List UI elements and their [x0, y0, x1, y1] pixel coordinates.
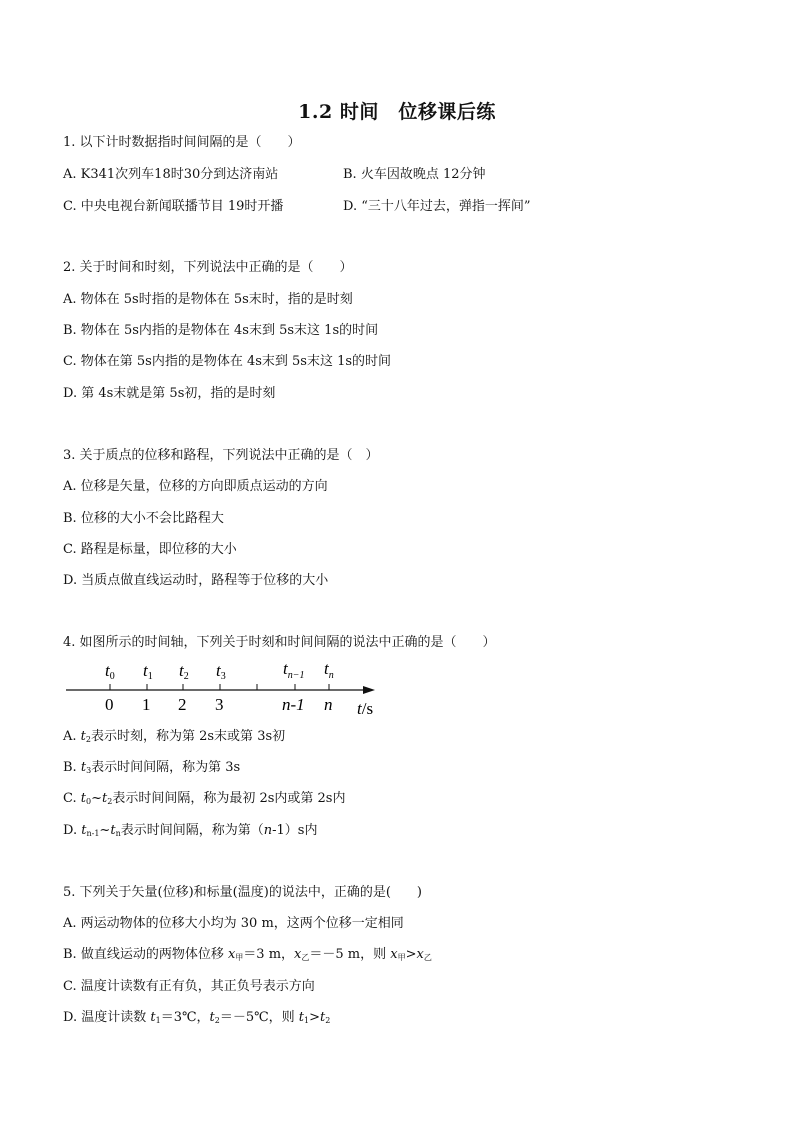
- q2-option-b: B. 物体在 5s内指的是物体在 4s末到 5s末这 1s的时间: [63, 323, 379, 338]
- q1-stem: 1. 以下计时数据指时间间隔的是（ ）: [63, 135, 301, 150]
- q1-option-a: A. K341次列车18时30分到达济南站: [63, 167, 279, 182]
- q4-option-c: C. $t_0\sim t_2$表示时间间隔，称为最初 2s内或第 2s内: [63, 791, 346, 806]
- q4-option-d: D. $t_{n-1}\sim t_n$表示时间间隔，称为第（n-1）s内: [63, 823, 318, 838]
- label-tn-minus-1: $t_{n-1}$: [283, 659, 305, 681]
- q5-option-d: D. 温度计读数 $t_1=3℃$，$t_2=-5℃$，则 $t_1>t_2$: [63, 1010, 331, 1025]
- axis-arrow-icon: [363, 686, 375, 694]
- q4-option-b: B. $t_3$表示时间间隔，称为第 3s: [63, 760, 241, 775]
- q4-option-a: A. $t_2$表示时刻，称为第 2s末或第 3s初: [63, 729, 286, 744]
- q3-stem: 3. 关于质点的位移和路程，下列说法中正确的是（ ）: [63, 448, 379, 463]
- time-axis-figure: [63, 658, 393, 720]
- label-t2: t2: [179, 661, 189, 682]
- q3-option-b: B. 位移的大小不会比路程大: [63, 511, 224, 526]
- q2-option-c: C. 物体在第 5s内指的是物体在 4s末到 5s末这 1s的时间: [63, 354, 392, 369]
- q3-option-d: D. 当质点做直线运动时，路程等于位移的大小: [63, 573, 329, 588]
- num-n: n: [324, 695, 333, 714]
- q5-option-a: A. 两运动物体的位移大小均为 30 m，这两个位移一定相同: [63, 916, 404, 931]
- q4-stem: 4. 如图所示的时间轴，下列关于时刻和时间间隔的说法中正确的是（ ）: [63, 635, 496, 650]
- q5-option-c: C. 温度计读数有正有负，其正负号表示方向: [63, 979, 315, 994]
- q1-option-b: B. 火车因故晚点 12分钟: [343, 167, 486, 182]
- label-t0: t0: [105, 661, 115, 682]
- num-2: 2: [178, 695, 187, 714]
- num-1: 1: [142, 695, 151, 714]
- num-3: 3: [215, 695, 224, 714]
- q2-option-d: D. 第 4s末就是第 5s初，指的是时刻: [63, 386, 276, 401]
- label-t3: t3: [216, 661, 226, 682]
- page-title: 1.2 时间 位移课后练: [298, 101, 496, 123]
- q2-stem: 2. 关于时间和时刻，下列说法中正确的是（ ）: [63, 260, 353, 275]
- axis-unit-label: t/s: [357, 699, 374, 718]
- label-t1: t1: [143, 661, 153, 682]
- q5-option-b: B. 做直线运动的两物体位移 $x_甲=3$ m，$x_乙=-5$ m，则 $x_甲>x_乙$: [63, 947, 432, 962]
- num-0: 0: [105, 695, 114, 714]
- label-tn: $t_n$: [324, 659, 334, 681]
- q1-option-d: D. “三十八年过去，弹指一挥间”: [343, 199, 531, 214]
- q3-option-a: A. 位移是矢量，位移的方向即质点运动的方向: [63, 479, 328, 494]
- num-n-minus-1: n-1: [282, 695, 305, 714]
- q1-option-c: C. 中央电视台新闻联播节目 19时开播: [63, 199, 284, 214]
- q5-stem: 5. 下列关于矢量(位移)和标量(温度)的说法中，正确的是( ): [63, 885, 422, 900]
- q3-option-c: C. 路程是标量，即位移的大小: [63, 542, 237, 557]
- q2-option-a: A. 物体在 5s时指的是物体在 5s末时，指的是时刻: [63, 292, 353, 307]
